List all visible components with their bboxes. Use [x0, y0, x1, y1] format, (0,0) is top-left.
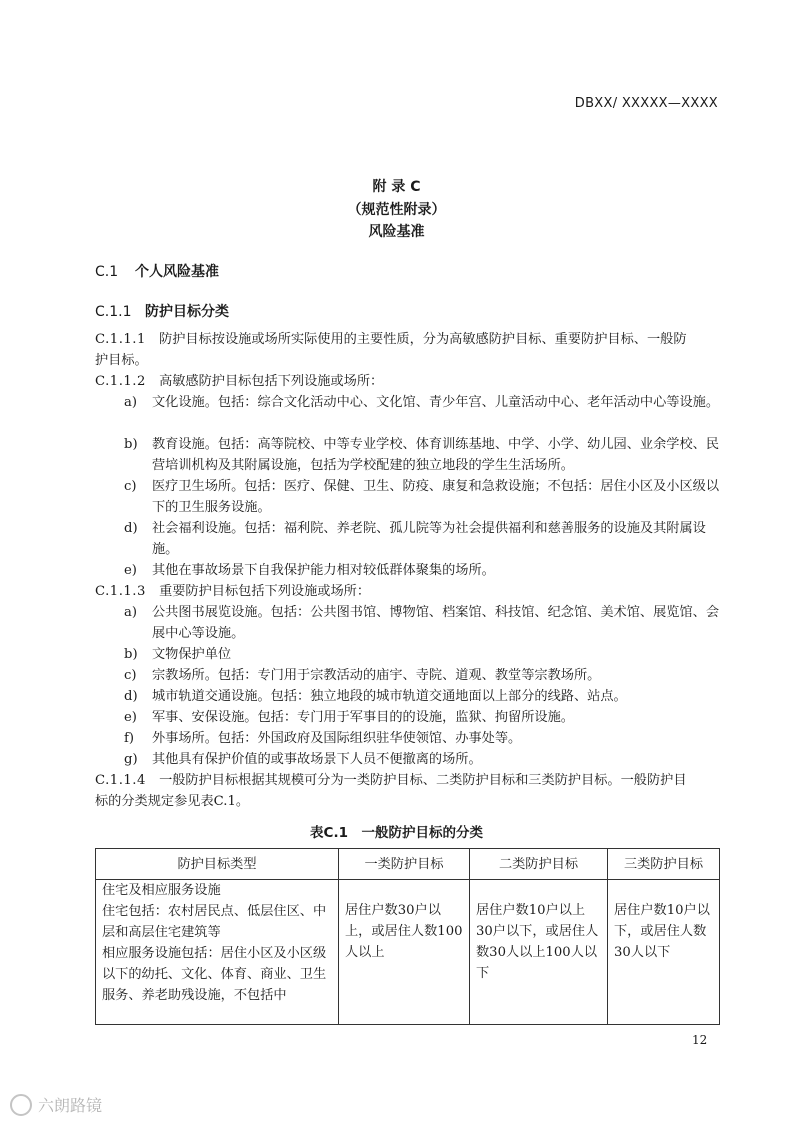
list-item: [124, 644, 720, 665]
list-text: 其他在事故场景下自我保护能力相对较低群体聚集的场所。: [152, 563, 495, 578]
section-title: 防护目标分类: [145, 304, 229, 320]
list-text: 公共图书展览设施。包括：公共图书馆、博物馆、档案馆、科技馆、纪念馆、美术馆、展览馆、会展中心等设施。: [152, 605, 720, 641]
list-item: [124, 749, 720, 770]
list-item: [124, 392, 720, 413]
clause-c114: [95, 770, 719, 791]
watermark-logo-icon: [10, 1094, 32, 1116]
section-c11-heading: [95, 301, 229, 321]
list-text: 医疗卫生场所。包括：医疗、保健、卫生、防疫、康复和急救设施；不包括：居住小区及小区级以下的卫生服务设施。: [152, 479, 720, 515]
clause-text: 高敏感防护目标包括下列设施或场所：: [159, 374, 384, 389]
header-cell: 二类防护目标: [470, 849, 608, 880]
type-line: 住宅及相应服务设施: [102, 883, 221, 898]
list-marker: b): [124, 647, 138, 662]
clause-text: 重要防护目标包括下列设施或场所：: [159, 584, 371, 599]
list-text: 外事场所。包括：外国政府及国际组织驻华使领馆、办事处等。: [152, 731, 522, 746]
clause-number: C.1.1.1: [95, 332, 146, 347]
document-code: DBXX/ XXXXX—XXXX: [574, 96, 718, 111]
list-marker: g): [124, 752, 138, 767]
list-marker: e): [124, 710, 137, 725]
list-marker: c): [124, 479, 137, 494]
section-number: C.1: [95, 264, 119, 280]
list-marker: d): [124, 521, 138, 536]
clause-number: C.1.1.3: [95, 584, 146, 599]
appendix-name: 风险基准: [368, 224, 425, 240]
list-marker: f): [124, 731, 135, 746]
clause-c112: [95, 371, 719, 392]
list-marker: d): [124, 689, 138, 704]
clause-c114-continuation: 标的分类规定参见表C.1。: [95, 794, 250, 809]
clause-number: C.1.1.4: [95, 773, 146, 788]
protection-target-table: [95, 848, 720, 1025]
type-line: 相应服务设施包括：居住小区及小区级以下的幼托、文化、体育、商业、卫生服务、养老助残设施，不包括中: [102, 946, 327, 1003]
header-cell: 三类防护目标: [608, 849, 720, 880]
table-title: 表C.1 一般防护目标的分类: [310, 825, 483, 841]
clause-c113: [95, 581, 719, 602]
list-item: [124, 728, 720, 749]
appendix-title: 附 录 C: [372, 179, 421, 195]
class1-cell: 居住户数30户以上，或居住人数100人以上: [339, 880, 470, 1025]
appendix-subtitle: （规范性附录）: [347, 202, 446, 218]
type-line: 住宅包括：农村居民点、低层住区、中层和高层住宅建筑等: [102, 904, 327, 940]
list-item: [124, 518, 720, 560]
watermark-text: 六朗路镜: [38, 1096, 103, 1115]
clause-c111-continuation: 护目标。: [95, 353, 148, 368]
list-text: 城市轨道交通设施。包括：独立地段的城市轨道交通地面以上部分的线路、站点。: [152, 689, 627, 704]
list-marker: c): [124, 668, 137, 683]
list-marker: a): [124, 395, 138, 410]
class3-cell: 居住户数10户以下，或居住人数30人以下: [608, 880, 720, 1025]
list-item: [124, 560, 720, 581]
section-title: 个人风险基准: [135, 264, 219, 280]
header-cell: 一类防护目标: [339, 849, 470, 880]
list-item: [124, 707, 720, 728]
clause-text: 防护目标按设施或场所实际使用的主要性质，分为高敏感防护目标、重要防护目标、一般防: [159, 332, 687, 347]
type-cell: [96, 880, 339, 1025]
class2-cell: 居住户数10户以上30户以下，或居住人数30人以上100人以下: [470, 880, 608, 1025]
list-text: 宗教场所。包括：专门用于宗教活动的庙宇、寺院、道观、教堂等宗教场所。: [152, 668, 601, 683]
table-header-row: [96, 849, 720, 880]
clause-c111: [95, 329, 719, 350]
clause-number: C.1.1.2: [95, 374, 146, 389]
watermark: [10, 1093, 102, 1116]
section-number: C.1.1: [95, 304, 132, 320]
section-c1-heading: [95, 261, 219, 281]
header-cell: 防护目标类型: [96, 849, 339, 880]
list-text: 其他具有保护价值的或事故场景下人员不便撤离的场所。: [152, 752, 482, 767]
list-text: 文化设施。包括：综合文化活动中心、文化馆、青少年宫、儿童活动中心、老年活动中心等设施。: [152, 395, 720, 410]
list-item: [124, 602, 720, 644]
list-text: 社会福利设施。包括：福利院、养老院、孤儿院等为社会提供福利和慈善服务的设施及其附属设施。: [152, 521, 706, 557]
list-text: 文物保护单位: [152, 647, 232, 662]
list-item: [124, 476, 720, 518]
list-item: [124, 665, 720, 686]
list-text: 军事、安保设施。包括：专门用于军事目的的设施，监狱、拘留所设施。: [152, 710, 574, 725]
list-item: [124, 434, 720, 476]
list-marker: b): [124, 437, 138, 452]
clause-text: 一般防护目标根据其规模可分为一类防护目标、二类防护目标和三类防护目标。一般防护目: [159, 773, 687, 788]
table-row: [96, 880, 720, 1025]
list-marker: e): [124, 563, 137, 578]
page-number: 12: [692, 1033, 708, 1047]
list-text: 教育设施。包括：高等院校、中等专业学校、体育训练基地、中学、小学、幼儿园、业余学校、民营培训机构及其附属设施，包括为学校配建的独立地段的学生生活场所。: [152, 437, 720, 473]
list-item: [124, 686, 720, 707]
list-marker: a): [124, 605, 138, 620]
